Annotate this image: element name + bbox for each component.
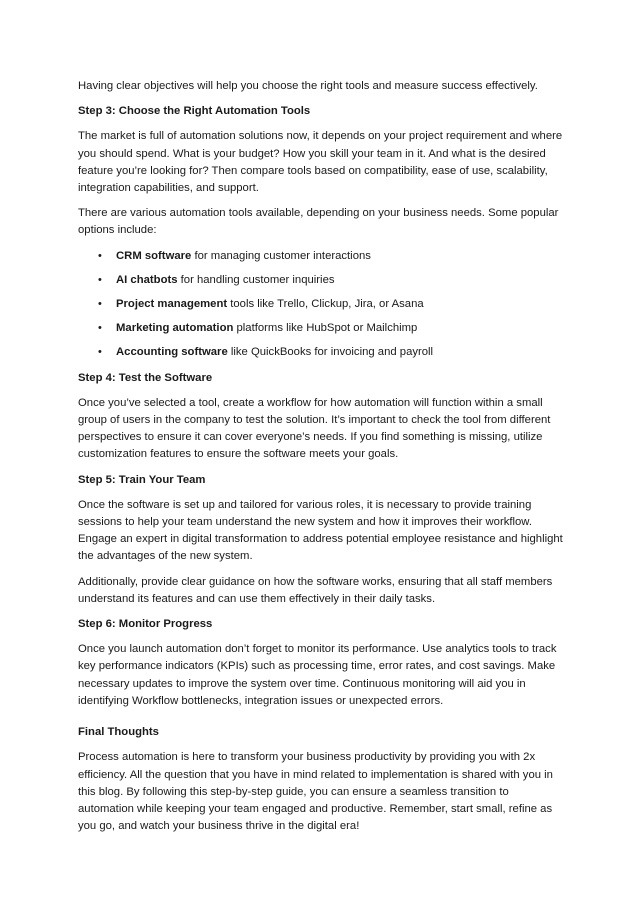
list-item-bold: Project management (116, 298, 228, 311)
bullet-icon: • (98, 273, 102, 286)
automation-tools-list (78, 248, 564, 362)
list-item-text: tools like Trello, Clickup, Jira, or Asana (227, 298, 424, 311)
step5-paragraph-1: Once the software is set up and tailored for various roles, it is necessary to provide training sessions to help your team understand the new system and how it improves their workflow. Engage an expert in digital transformation to address potential employee resistance and highlight the advantages of the new system. (78, 498, 563, 563)
step3-paragraph-1: The market is full of automation solutions now, it depends on your project requirement and where you should spend. What is your budget? How you skill your team in it. And what is the desired feature you’re looking for? Then compare tools based on compatibility, ease of use, scalability, integration capabilities, and support. (78, 130, 563, 195)
final-thoughts-paragraph: Process automation is here to transform your business productivity by providing you with 2x efficiency. All the question that you have in mind related to implementation is shared with you in this blog. By following this step-by-step guide, you can ensure a seamless transition to automation while keeping your team engaged and productive. Remember, start small, refine as you go, and watch your business thrive in the digital era! (78, 751, 553, 833)
list-item (78, 272, 564, 289)
step6-paragraph-1: Once you launch automation don’t forget to monitor its performance. Use analytics tools to track key performance indicators (KPIs) such as processing time, error rates, and cost savings. Make necessary updates to improve the system over time. Continuous monitoring will aid you in identifying Workflow bottlenecks, integration issues or unexpected errors. (78, 643, 557, 707)
bullet-icon: • (98, 249, 102, 262)
step4-heading: Step 4: Test the Software (78, 371, 213, 384)
step4-paragraph-1: Once you’ve selected a tool, create a workflow for how automation will function within a small group of users in the company to test the solution. It’s important to check the tool from different perspectives to ensure it can cover everyone’s needs. If you find something is missing, utilize customization features to ensure the software meets your goals. (78, 396, 551, 461)
list-item-bold: Marketing automation (116, 322, 234, 335)
list-item (78, 296, 564, 313)
list-item-text: for managing customer interactions (191, 249, 371, 262)
list-item (78, 344, 564, 361)
list-item-bold: Accounting software (116, 346, 228, 359)
list-item (78, 248, 564, 265)
list-item-bold: AI chatbots (116, 273, 178, 286)
list-item-text: for handling customer inquiries (177, 273, 335, 286)
step3-paragraph-2: There are various automation tools available, depending on your business needs. Some popular options include: (78, 207, 559, 237)
list-item-bold: CRM software (116, 249, 192, 262)
step3-heading: Step 3: Choose the Right Automation Tools (78, 105, 311, 118)
step5-paragraph-2: Additionally, provide clear guidance on how the software works, ensuring that all staff members understand its features and can use them effectively in their daily tasks. (78, 575, 553, 605)
step6-heading: Step 6: Monitor Progress (78, 618, 213, 631)
final-thoughts-heading: Final Thoughts (78, 726, 159, 739)
list-item-text: like QuickBooks for invoicing and payroll (227, 346, 434, 359)
list-item (78, 320, 564, 337)
bullet-icon: • (98, 346, 102, 359)
bullet-icon: • (98, 298, 102, 311)
step5-heading: Step 5: Train Your Team (78, 473, 206, 486)
list-item-text: platforms like HubSpot or Mailchimp (233, 322, 418, 335)
bullet-icon: • (98, 322, 102, 335)
intro-paragraph: Having clear objectives will help you choose the right tools and measure success effectively. (78, 80, 538, 92)
document-page (78, 78, 564, 843)
